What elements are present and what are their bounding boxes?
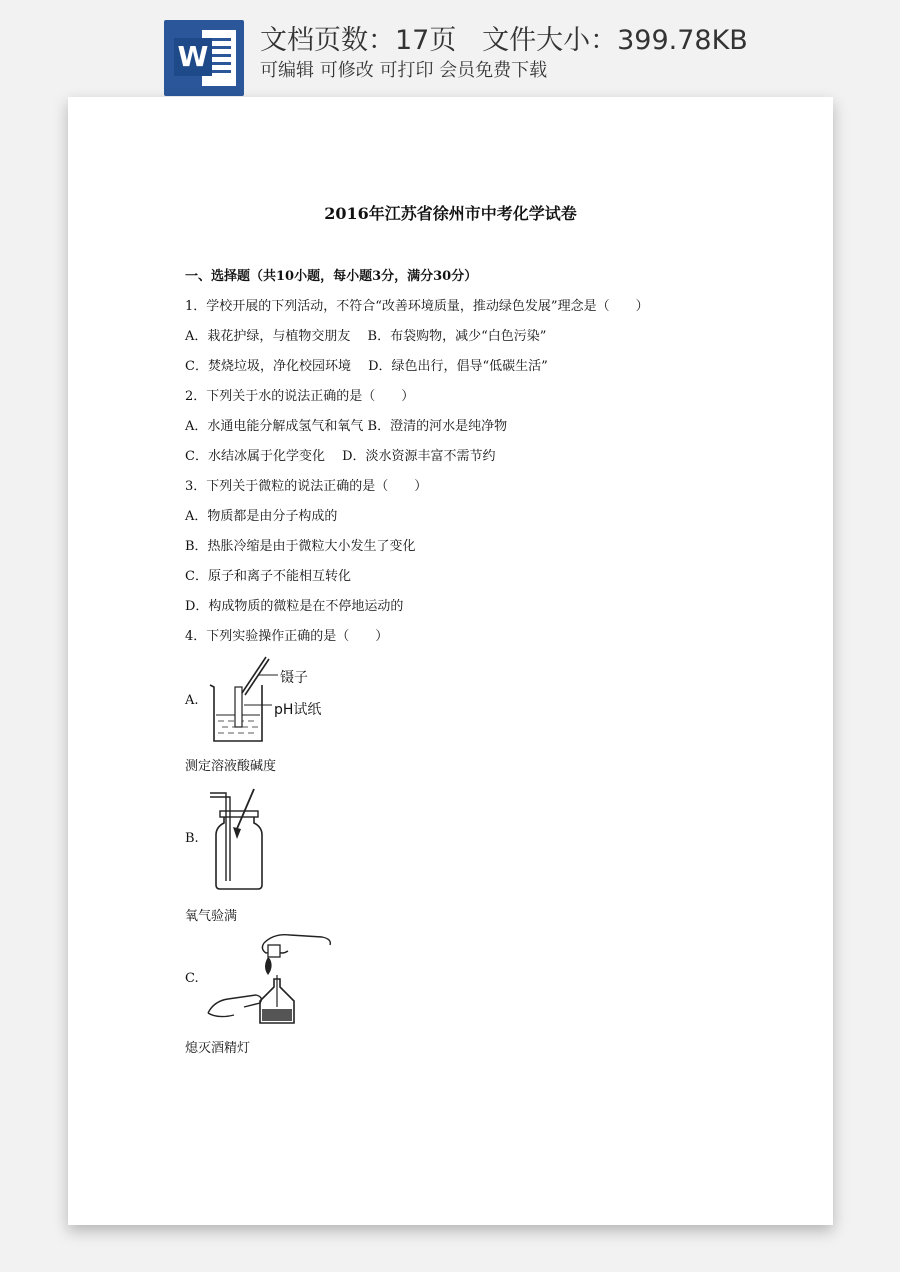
q2-options-ab: A．水通电能分解成氢气和氧气 B．澄清的河水是纯净物	[185, 419, 508, 434]
fig-a-option: A.	[185, 693, 199, 708]
question-1: 1．学校开展的下列活动，不符合“改善环境质量，推动绿色发展”理念是（ ）	[185, 299, 649, 314]
q1-options-cd: C．焚烧垃圾，净化校园环境 D．绿色出行，倡导“低碳生活”	[185, 359, 548, 374]
alcohol-lamp-diagram	[204, 927, 338, 1029]
q3-option-d: D．构成物质的微粒是在不停地运动的	[185, 599, 404, 614]
file-features: 可编辑 可修改 可打印 会员免费下载	[260, 60, 548, 81]
page-title: 2016年江苏省徐州市中考化学试卷	[324, 204, 577, 223]
question-3: 3．下列关于微粒的说法正确的是（ ）	[185, 479, 428, 494]
q3-option-a: A．物质都是由分子构成的	[185, 509, 338, 524]
q1-options-ab: A．栽花护绿，与植物交朋友 B．布袋购物，减少“白色污染”	[185, 329, 547, 344]
q3-option-b: B．热胀冷缩是由于微粒大小发生了变化	[185, 539, 416, 554]
fig-c-caption: 熄灭酒精灯	[185, 1041, 251, 1056]
fig-b-option: B.	[185, 831, 199, 846]
word-logo-icon	[164, 20, 244, 96]
word-letter: W	[174, 38, 212, 76]
question-4: 4．下列实验操作正确的是（ ）	[185, 629, 389, 644]
section-heading: 一、选择题（共10小题，每小题3分，满分30分）	[185, 269, 478, 284]
q2-options-cd: C．水结冰属于化学变化 D．淡水资源丰富不需节约	[185, 449, 496, 464]
fig-b-caption: 氧气验满	[185, 909, 238, 924]
tweezers-label: 镊子	[280, 670, 308, 686]
question-2: 2．下列关于水的说法正确的是（ ）	[185, 389, 415, 404]
fig-c-option: C.	[185, 971, 199, 986]
fig-a-caption: 测定溶液酸碱度	[185, 759, 277, 774]
file-info: 文档页数：17页 文件大小：399.78KB	[260, 25, 748, 56]
oxygen-test-diagram	[206, 787, 272, 893]
q3-option-c: C．原子和离子不能相互转化	[185, 569, 351, 584]
ph-paper-label: pH试纸	[274, 702, 322, 718]
document-page	[68, 97, 833, 1225]
